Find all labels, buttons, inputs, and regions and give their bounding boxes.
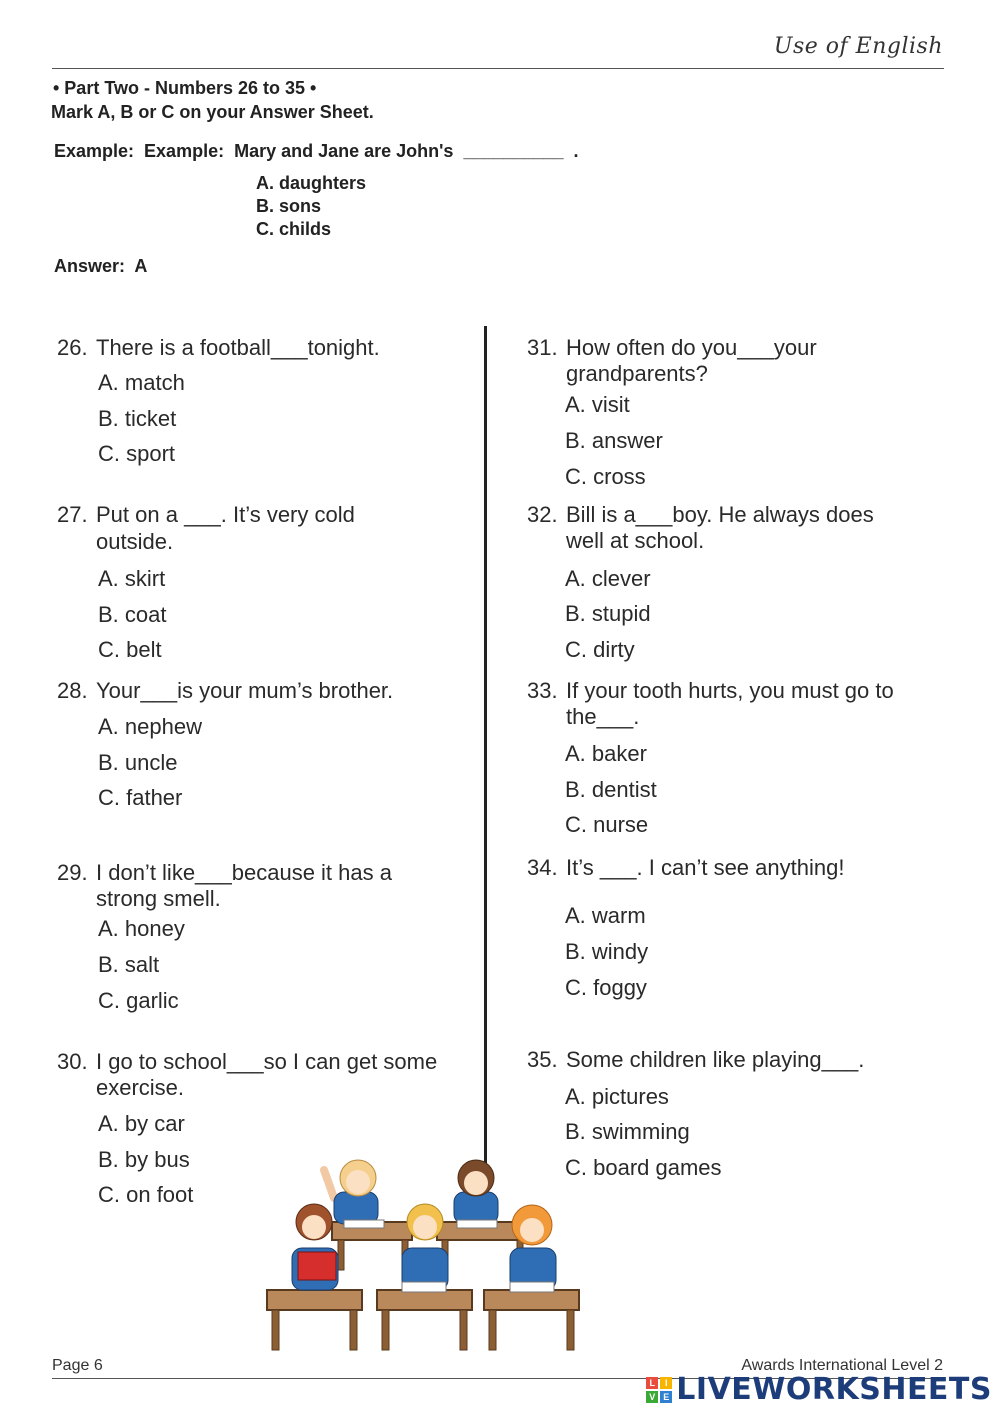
example-option-c: C. childs	[256, 219, 332, 239]
question-text-continued: outside.	[96, 529, 174, 554]
option-b[interactable]: B. uncle	[98, 750, 178, 775]
child-brown-hair	[454, 1160, 498, 1228]
front-desk	[377, 1290, 472, 1350]
question-number: 26.	[57, 335, 88, 360]
question-number: 29.	[57, 860, 88, 885]
question-number: 30.	[57, 1049, 88, 1074]
logo-letter: L	[646, 1377, 658, 1389]
option-c[interactable]: C. garlic	[98, 988, 179, 1013]
question-number: 34.	[527, 855, 558, 880]
logo-squares-icon	[646, 1377, 672, 1403]
question-text: I don’t like___because it has a	[96, 860, 392, 885]
question-text: Your___is your mum’s brother.	[96, 678, 394, 703]
question-text: Put on a ___. It’s very cold	[96, 502, 355, 527]
option-a[interactable]: A. visit	[565, 392, 630, 417]
question-number: 27.	[57, 502, 88, 527]
option-b[interactable]: B. salt	[98, 952, 160, 977]
front-desk	[484, 1290, 579, 1350]
example-option-a: A. daughters	[256, 173, 367, 193]
level-label: Awards International Level 2	[741, 1357, 943, 1374]
child-with-red-book	[292, 1204, 338, 1290]
question-text: Some children like playing___.	[566, 1047, 865, 1072]
option-c[interactable]: C. father	[98, 785, 183, 810]
option-b[interactable]: B. by bus	[98, 1147, 190, 1172]
question-number: 33.	[527, 678, 558, 703]
front-desk	[267, 1290, 362, 1350]
option-b[interactable]: B. ticket	[98, 406, 177, 431]
header-rule	[52, 68, 944, 69]
question-text-continued: strong smell.	[96, 886, 221, 911]
option-a[interactable]: A. pictures	[565, 1084, 669, 1109]
question-text-continued: grandparents?	[566, 361, 708, 386]
column-divider	[484, 326, 487, 1196]
back-desk	[332, 1222, 412, 1270]
option-b[interactable]: B. dentist	[565, 777, 657, 802]
part-heading: • Part Two - Numbers 26 to 35 •	[53, 78, 317, 98]
logo-letter: V	[646, 1391, 658, 1403]
option-a[interactable]: A. honey	[98, 916, 185, 941]
header-title: Use of English	[773, 34, 943, 59]
question-text-continued: well at school.	[566, 528, 705, 553]
child-blonde-middle	[402, 1204, 448, 1292]
question-text: If your tooth hurts, you must go to	[566, 678, 894, 703]
question-number: 32.	[527, 502, 558, 527]
option-a[interactable]: A. skirt	[98, 566, 166, 591]
option-c[interactable]: C. dirty	[565, 637, 635, 662]
child-orange-curly-hair	[510, 1205, 556, 1292]
option-a[interactable]: A. match	[98, 370, 185, 395]
question-number: 35.	[527, 1047, 558, 1072]
option-c[interactable]: C. belt	[98, 637, 162, 662]
child-blonde-raising-hand	[324, 1160, 384, 1228]
question-text: It’s ___. I can’t see anything!	[566, 855, 845, 880]
example-sentence: Example: Example: Mary and Jane are John's __________ .	[54, 141, 579, 161]
option-c[interactable]: C. sport	[98, 441, 176, 466]
question-number: 28.	[57, 678, 88, 703]
liveworksheets-logo[interactable]	[646, 1372, 992, 1407]
question-text: I go to school___so I can get some	[96, 1049, 438, 1074]
option-c[interactable]: C. on foot	[98, 1182, 194, 1207]
option-c[interactable]: C. foggy	[565, 975, 647, 1000]
option-a[interactable]: A. clever	[565, 566, 651, 591]
page-number: Page 6	[52, 1357, 103, 1374]
part-instruction: Mark A, B or C on your Answer Sheet.	[51, 102, 374, 122]
option-b[interactable]: B. windy	[565, 939, 649, 964]
question-text: There is a football___tonight.	[96, 335, 380, 360]
option-b[interactable]: B. swimming	[565, 1119, 690, 1144]
option-b[interactable]: B. coat	[98, 602, 167, 627]
option-b[interactable]: B. answer	[565, 428, 663, 453]
question-text: How often do you___your	[566, 335, 817, 360]
question-text-continued: exercise.	[96, 1075, 185, 1100]
option-a[interactable]: A. nephew	[98, 714, 202, 739]
question-text-continued: the___.	[566, 704, 640, 729]
option-a[interactable]: A. warm	[565, 903, 646, 928]
option-a[interactable]: A. by car	[98, 1111, 185, 1136]
logo-text: LIVEWORKSHEETS	[676, 1372, 992, 1407]
option-c[interactable]: C. board games	[565, 1155, 722, 1180]
option-a[interactable]: A. baker	[565, 741, 647, 766]
question-number: 31.	[527, 335, 558, 360]
option-c[interactable]: C. cross	[565, 464, 646, 489]
logo-letter: I	[660, 1377, 672, 1389]
question-text: Bill is a___boy. He always does	[566, 502, 874, 527]
logo-letter: E	[660, 1391, 672, 1403]
example-answer: Answer: A	[54, 256, 148, 276]
option-b[interactable]: B. stupid	[565, 601, 651, 626]
example-option-b: B. sons	[256, 196, 322, 216]
classroom-illustration	[262, 1150, 592, 1355]
option-c[interactable]: C. nurse	[565, 812, 649, 837]
